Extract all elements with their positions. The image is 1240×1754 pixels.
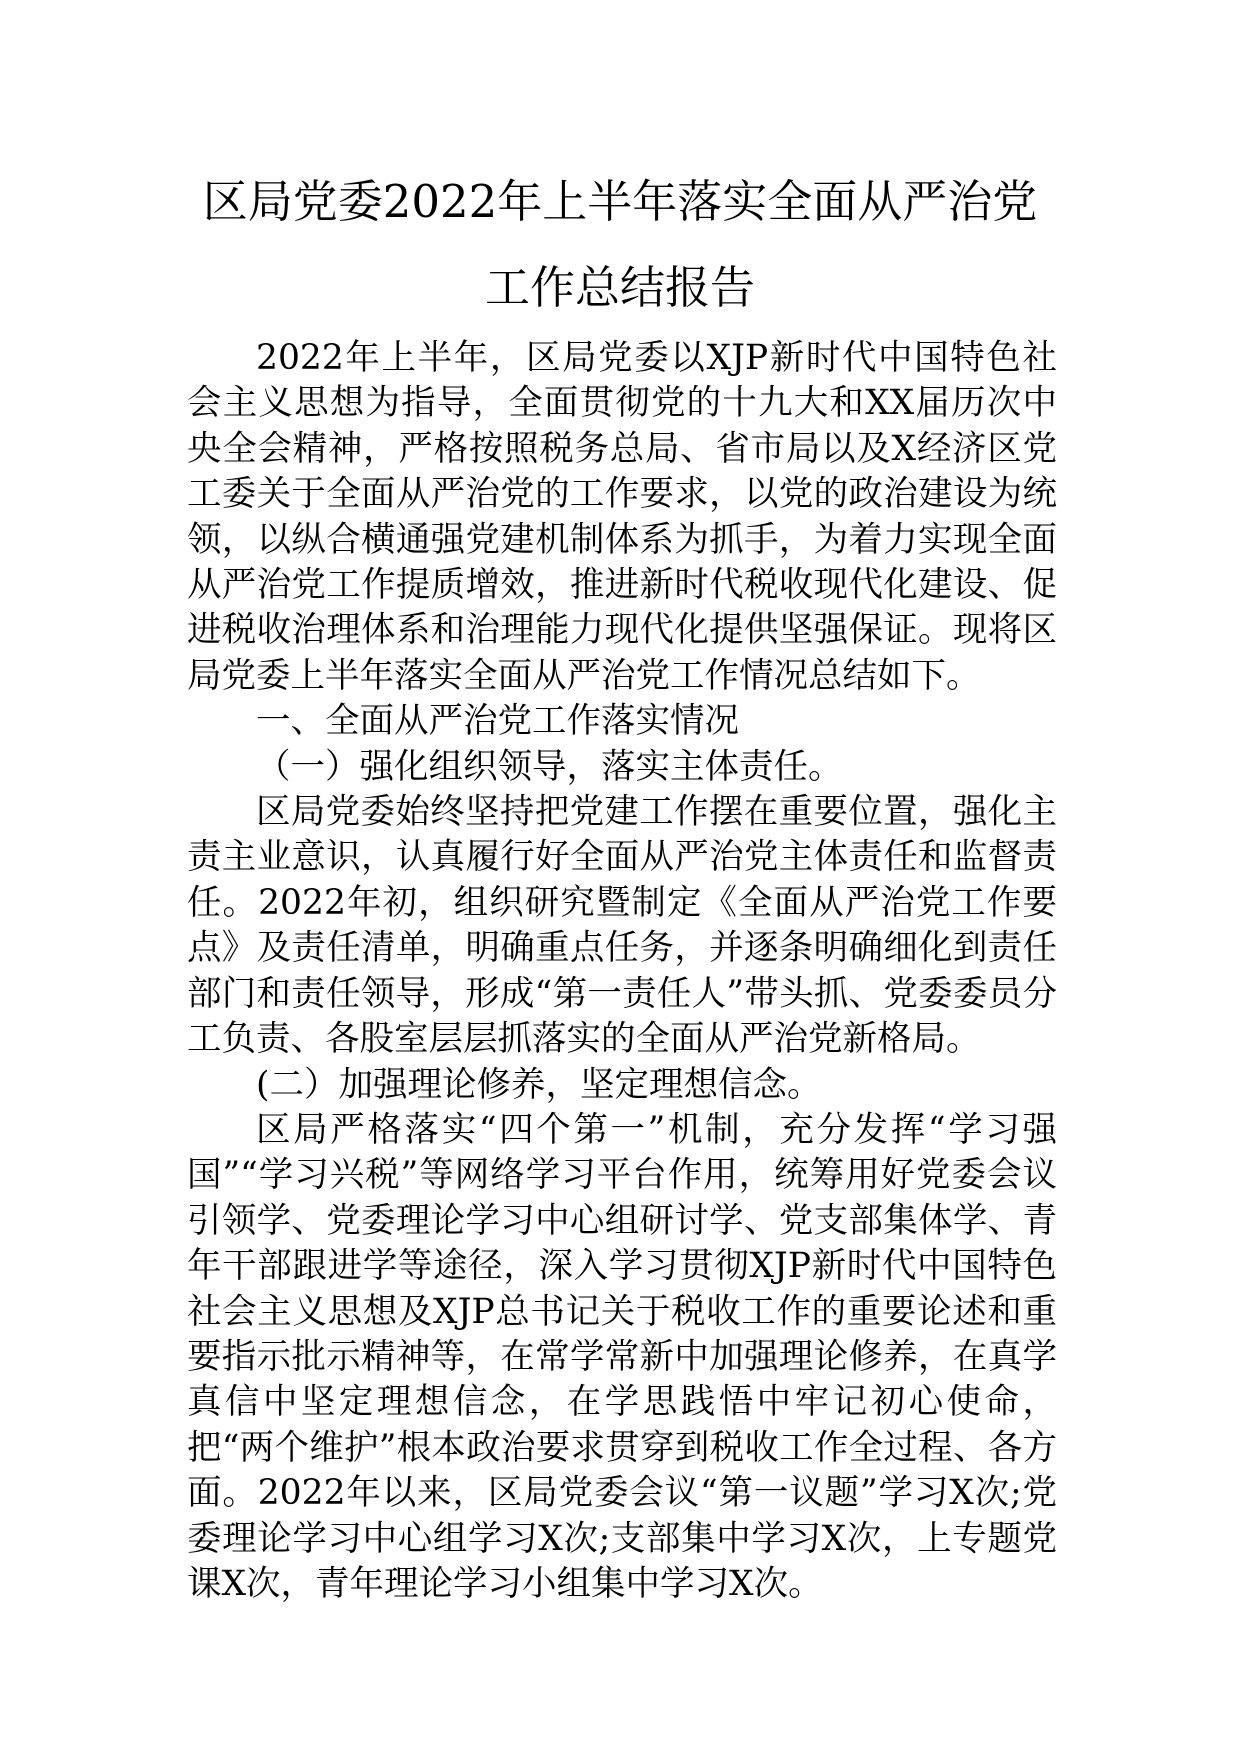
document-body [187, 336, 1057, 1607]
subsection-1-paragraph: 区局党委始终坚持把党建工作摆在重要位置，强化主责主业意识，认真履行好全面从严治党主体责任和监督责任。2022年初，组织研究暨制定《全面从严治党工作要点》及责任清单，明确重点任务，并逐条明确细化到责任部门和责任领导，形成“第一责任人”带头抓、党委委员分工负责、各股室层层抓落实的全面从严治党新格局。 [187, 792, 1057, 1060]
subsection-heading-2: (二）加强理论修养，坚定理想信念。 [256, 1064, 822, 1105]
subsection-2-paragraph: 区局严格落实“四个第一”机制，充分发挥“学习强国”“学习兴税”等网络学习平台作用，统筹用好党委会议引领学、党委理论学习中心组研讨学、党支部集体学、青年干部跟进学等途径，深入学习贯彻XJP新时代中国特色社会主义思想及XJP总书记关于税收工作的重要论述和重要指示批示精神等，在常学常新中加强理论修养，在真学真信中坚定理想信念，在学思践悟中牢记初心使命，把“两个维护”根本政治要求贯穿到税收工作全过程、各方面。2022年以来，区局党委会议“第一议题”学习X次;党委理论学习中心组学习X次;支部集中学习X次，上专题党课X次，青年理论学习小组集中学习X次。 [187, 1109, 1057, 1604]
document-title-line-1: 区局党委2022年上半年落实全面从严治党 [202, 175, 1038, 228]
document-title-line-2: 工作总结报告 [484, 261, 755, 314]
section-heading-1: 一、全面从严治党工作落实情况 [256, 701, 739, 742]
subsection-heading-1: （一）强化组织领导，落实主体责任。 [256, 746, 843, 787]
intro-paragraph: 2022年上半年，区局党委以XJP新时代中国特色社会主义思想为指导，全面贯彻党的十九大和XX届历次中央全会精神，严格按照税务总局、省市局以及X经济区党工委关于全面从严治党的工作要求，以党的政治建设为统领，以纵合横通强党建机制体系为抓手，为着力实现全面从严治党工作提质增效，推进新时代税收现代化建设、促进税收治理体系和治理能力现代化提供坚强保证。现将区局党委上半年落实全面从严治党工作情况总结如下。 [187, 338, 1057, 696]
